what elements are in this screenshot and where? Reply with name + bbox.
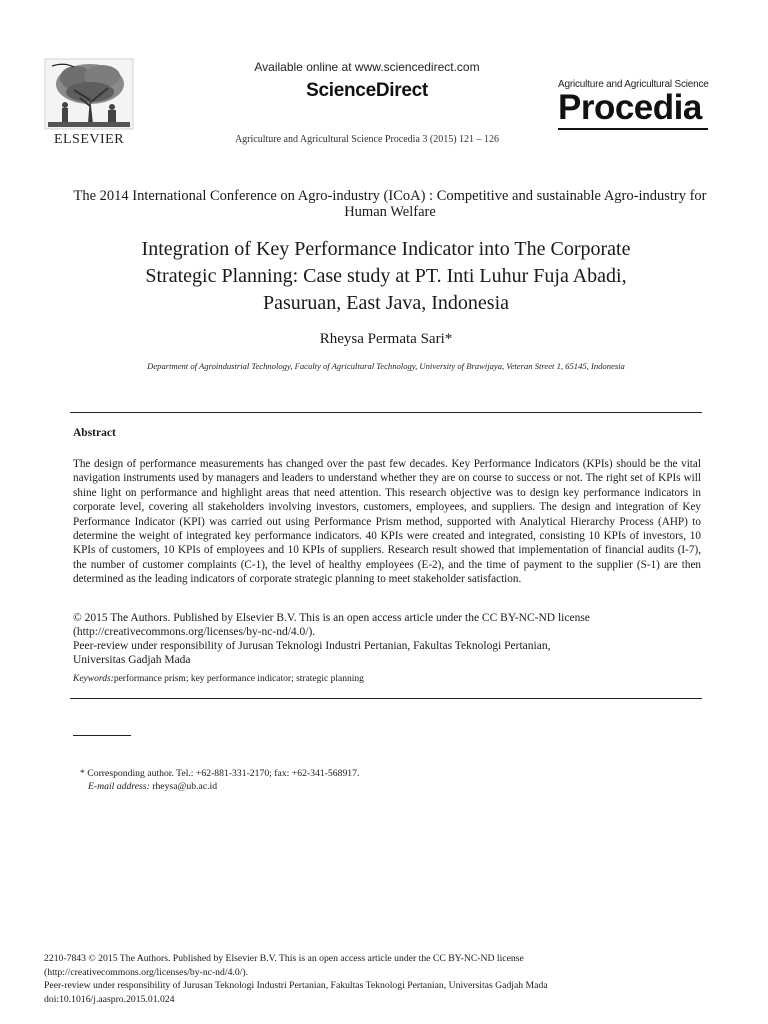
journal-title-rule xyxy=(558,128,708,130)
abstract-top-rule xyxy=(70,412,702,413)
available-online-text[interactable]: Available online at www.sciencedirect.com xyxy=(254,60,480,74)
bottom-peer-review: Peer-review under responsibility of Jurusan Teknologi Industri Pertanian, Fakultas Teknologi Pertanian, Universitas Gadjah Mada xyxy=(44,980,548,992)
peer-review-line-2: Universitas Gadjah Mada xyxy=(73,654,191,666)
conference-name: The 2014 International Conference on Agro-industry (ICoA) : Competitive and sustainable Agro-industry for Human Welfare xyxy=(73,188,707,220)
copyright-text: © 2015 The Authors. Published by Elsevier B.V. This is an open access article under the CC BY-NC-ND license xyxy=(73,612,590,624)
abstract-body: The design of performance measurements has changed over the past few decades. Key Performance Indicators (KPIs) should be the vital navigation instruments used by managers and leaders to understand whether they are on course to success or not. The right set of KPIs will shine light on performance and highlight areas that need attention. This research objective was to design key performance indicators in corporate level, covering all stakeholders involving investors, customers, employees, and suppliers. The design and integration of Key Performance Indicator (KPI) was carried out using Performance Prism method, supported with Analytical Hierarchy Process (AHP) to determine the weight of integrated key performance indicators. 40 KPIs were created and integrated, consisting 10 KPIs of investors, 10 KPIs of customers, 10 KPIs of employees and 10 KPIs of suppliers. Research result showed that implementation of financial audits (I-7), the number of customer complaints (C-1), the level of healthy employees (E-2), and the time of payment to the supplier (S-1) are then determined as the leading indicators of corporate strategic planning to meet stakeholder satisfaction. xyxy=(73,458,701,586)
email-line xyxy=(88,781,217,792)
author-name: Rheysa Permata Sari* xyxy=(319,331,453,347)
paper-title xyxy=(80,236,692,317)
abstract-heading: Abstract xyxy=(73,427,116,439)
paper-title-line-3: Pasuruan, East Java, Indonesia xyxy=(262,292,510,314)
publisher-name: ELSEVIER xyxy=(53,132,125,147)
abstract-bottom-rule xyxy=(70,698,702,699)
issn-line: 2210-7843 © 2015 The Authors. Published by Elsevier B.V. This is an open access article under the CC BY-NC-ND license xyxy=(44,953,524,964)
email-address[interactable]: rheysa@ub.ac.id xyxy=(152,781,218,792)
paper-title-line-1: Integration of Key Performance Indicator into The Corporate xyxy=(141,238,631,260)
peer-review-line-1: Peer-review under responsibility of Jurusan Teknologi Industri Pertanian, Fakultas Teknologi Pertanian, xyxy=(73,640,551,652)
bottom-license-link[interactable]: (http://creativecommons.org/licenses/by-nc-nd/4.0/). xyxy=(44,966,249,978)
paper-title-line-2: Strategic Planning: Case study at PT. Inti Luhur Fuja Abadi, xyxy=(145,265,627,287)
license-link[interactable]: (http://creativecommons.org/licenses/by-nc-nd/4.0/). xyxy=(73,626,316,638)
author-affiliation: Department of Agroindustrial Technology, Faculty of Agricultural Technology, University of Brawijaya, Veteran Street 1, 65145, Indonesia xyxy=(147,361,625,371)
email-label: E-mail address: xyxy=(88,781,150,792)
journal-title: Procedia xyxy=(558,88,702,127)
keywords-label: Keywords: xyxy=(73,674,114,684)
copyright-block xyxy=(73,611,701,667)
corresponding-author-note: * Corresponding author. Tel.: +62-881-331-2170; fax: +62-341-568917. xyxy=(80,768,360,779)
footnote-rule xyxy=(73,735,131,736)
journal-citation: Agriculture and Agricultural Science Procedia 3 (2015) 121 – 126 xyxy=(234,134,500,145)
doi[interactable]: doi:10.1016/j.aaspro.2015.01.024 xyxy=(44,993,175,1005)
bottom-publication-info xyxy=(44,952,744,1006)
sciencedirect-logo[interactable]: ScienceDirect xyxy=(306,80,428,101)
keywords-list: performance prism; key performance indicator; strategic planning xyxy=(113,674,364,684)
journal-subtitle: Agriculture and Agricultural Science xyxy=(558,79,709,90)
keywords-line xyxy=(73,674,701,684)
